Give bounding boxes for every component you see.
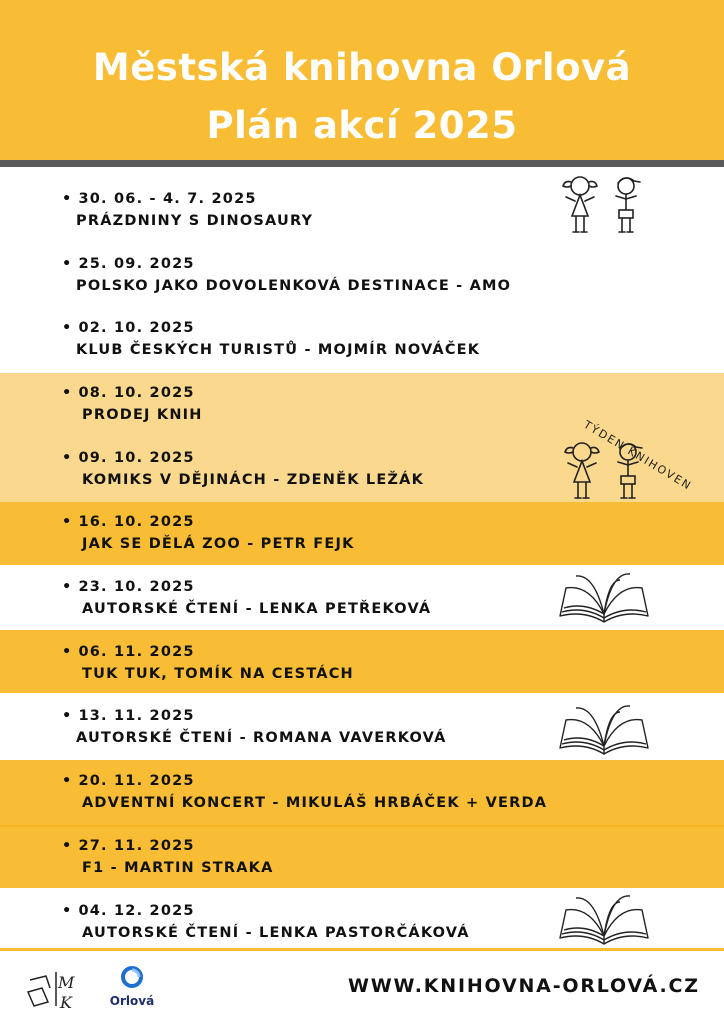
orlova-city-logo-icon [121, 966, 143, 988]
event-item [62, 577, 431, 619]
event-name: AUTORSKÉ ČTENÍ - LENKA PETŘEKOVÁ [82, 601, 432, 617]
event-date: • 06. 11. 2025 [62, 642, 354, 662]
open-book-icon [554, 566, 654, 626]
event-name: ADVENTNÍ KONCERT - MIKULÁŠ HRBÁČEK + VERDA [82, 795, 548, 811]
event-date: • 20. 11. 2025 [62, 771, 547, 791]
event-date: • 27. 11. 2025 [62, 836, 274, 856]
event-item [62, 901, 470, 943]
event-name: TUK TUK, TOMÍK NA CESTÁCH [82, 666, 354, 682]
header-divider [0, 160, 724, 167]
event-item [62, 448, 424, 490]
open-book-icon [554, 698, 654, 758]
library-logo-icon [24, 962, 78, 1014]
event-name: PRÁZDNINY S DINOSAURY [76, 213, 314, 229]
event-name: PRODEJ KNIH [82, 407, 203, 423]
event-item [62, 318, 480, 360]
event-name: AUTORSKÉ ČTENÍ - LENKA PASTORČÁKOVÁ [82, 925, 470, 941]
event-date: • 09. 10. 2025 [62, 448, 424, 468]
event-item [62, 771, 547, 813]
children-icon [556, 172, 648, 240]
event-date: • 16. 10. 2025 [62, 512, 355, 532]
event-date: • 08. 10. 2025 [62, 383, 203, 403]
band-separator [0, 825, 724, 827]
website-url[interactable]: WWW.KNIHOVNA-ORLOVÁ.CZ [348, 975, 700, 997]
event-item [62, 254, 511, 296]
event-date: • 23. 10. 2025 [62, 577, 431, 597]
svg-text:K: K [60, 993, 72, 1012]
open-book-icon [554, 888, 654, 948]
event-item [62, 642, 354, 684]
svg-text:M: M [58, 973, 75, 992]
orlova-logo-text: Orlová [109, 994, 155, 1008]
page-subtitle: Plán akcí 2025 [206, 104, 518, 147]
event-date: • 13. 11. 2025 [62, 706, 447, 726]
event-name: F1 - MARTIN STRAKA [82, 860, 274, 876]
orlova-city-logo [104, 966, 160, 1008]
event-date: • 25. 09. 2025 [62, 254, 511, 274]
event-name: JAK SE DĚLÁ ZOO - PETR FEJK [82, 536, 355, 552]
event-item [62, 189, 313, 231]
event-name: AUTORSKÉ ČTENÍ - ROMANA VAVERKOVÁ [76, 730, 447, 746]
event-date: • 04. 12. 2025 [62, 901, 470, 921]
event-item [62, 706, 447, 748]
tyden-knihoven-label: TÝDEN KNIHOVEN [581, 418, 695, 493]
children-icon [558, 438, 650, 506]
event-name: POLSKO JAKO DOVOLENKOVÁ DESTINACE - AMO [76, 278, 512, 294]
page-title: Městská knihovna Orlová [92, 46, 632, 89]
event-item [62, 383, 203, 425]
event-name: KOMIKS V DĚJINÁCH - ZDENĚK LEŽÁK [82, 472, 425, 488]
event-item [62, 836, 274, 878]
event-name: KLUB ČESKÝCH TURISTŮ - MOJMÍR NOVÁČEK [76, 342, 481, 358]
event-date: • 02. 10. 2025 [62, 318, 480, 338]
event-date: • 30. 06. - 4. 7. 2025 [62, 189, 313, 209]
event-item [62, 512, 355, 554]
footer-divider [0, 948, 724, 951]
